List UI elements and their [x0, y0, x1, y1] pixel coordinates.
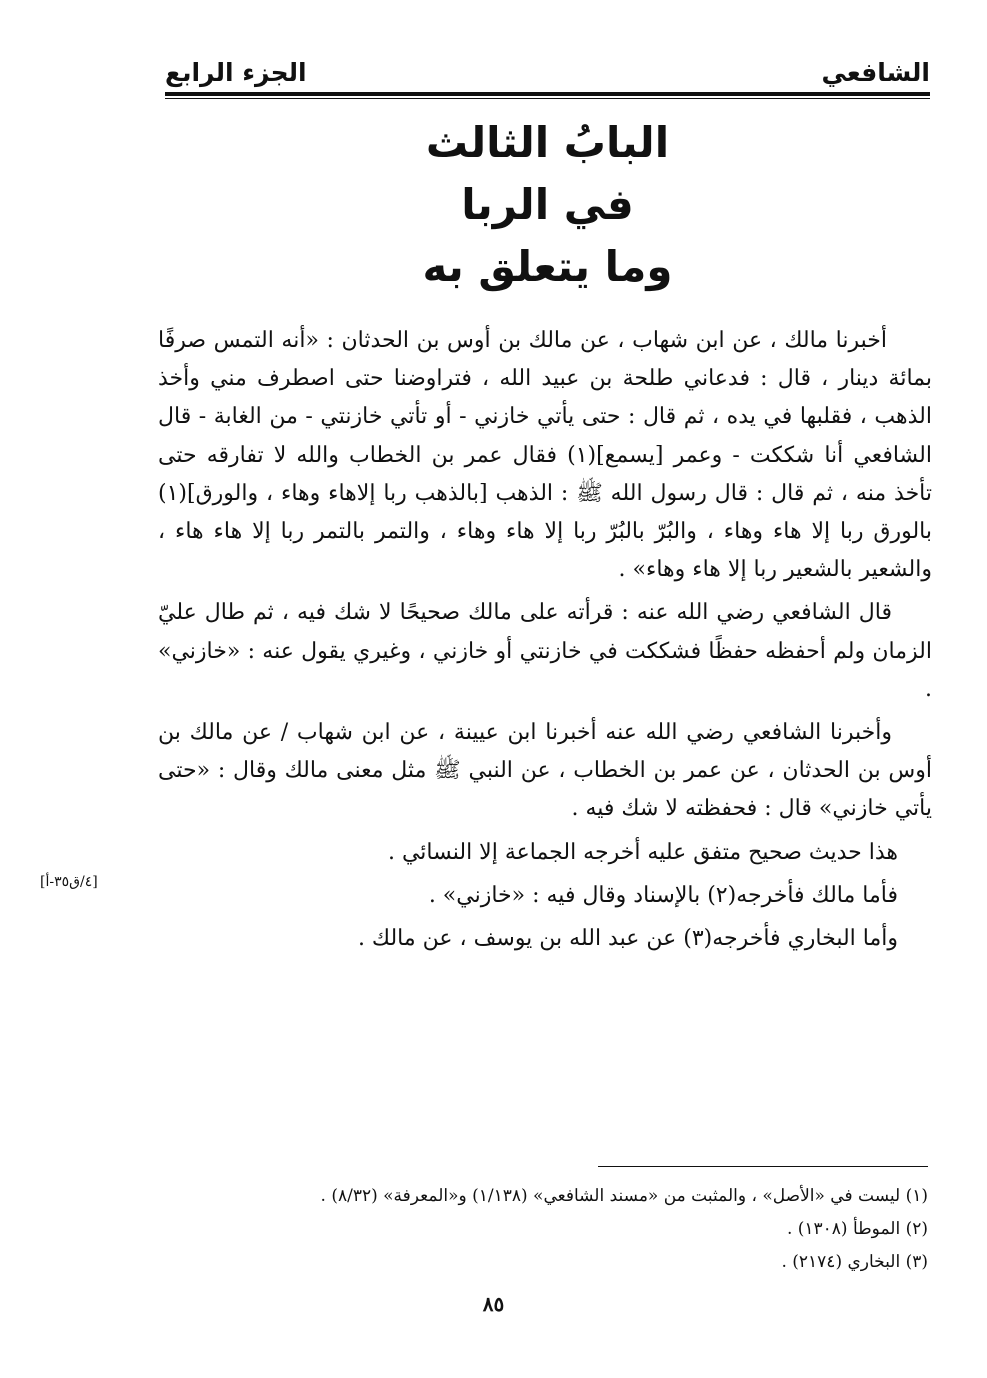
footnote: (٣) البخاري (٢١٧٤) . — [781, 1252, 928, 1272]
paragraph: وأخبرنا الشافعي رضي الله عنه أخبرنا ابن عيينة ، عن ابن شهاب / عن مالك بن أوس بن الحدثان ، عن عمر بن الخطاب ، عن النبي ﷺ مثل معنى مالك وقال : «حتى يأتي خازني» قال : فحفظته لا شك فيه . — [158, 720, 932, 822]
chapter-title: البابُ الثالث — [425, 118, 670, 167]
paragraph: قال الشافعي رضي الله عنه : قرأته على مالك صحيحًا لا شك فيه ، ثم طال عليّ الزمان ولم أحفظه حفظًا فشككت في خازنتي أو خازني ، وغيري يقول عنه : «خازني» . — [158, 600, 932, 702]
footnotes — [165, 1180, 928, 1279]
chapter-subtitle-2: وما يتعلق به — [422, 242, 673, 291]
paragraph: هذا حديث صحيح متفق عليه أخرجه الجماعة إلا النسائي . — [387, 839, 898, 865]
chapter-subtitle: في الربا — [461, 180, 634, 229]
header-rule-thin — [165, 98, 930, 99]
footnote-separator — [598, 1166, 928, 1167]
footnote: (١) ليست في «الأصل» ، والمثبت من «مسند الشافعي» (١/١٣٨) و«المعرفة» (٨/٣٢) . — [320, 1186, 928, 1206]
paragraph: أخبرنا مالك ، عن ابن شهاب ، عن مالك بن أوس بن الحدثان : «أنه التمس صرفًا بمائة دينار ، قال : فدعاني طلحة بن عبيد الله ، فتراوضنا حتى اصطرف مني وأخذ الذهب ، فقلبها في يده ، ثم قال : حتى يأتي خازني - أو تأتي خازنتي - من الغابة - قال الشافعي أنا شككت - وعمر [يسمع](١) فقال عمر بن الخطاب والله لا تفارقه حتى تأخذ منه ، ثم قال : قال رسول الله ﷺ : الذهب [بالذهب ربا إلاهاء وهاء ، والورق](١) بالورق ربا إلا هاء وهاء ، والبُرّ بالبُرّ ربا إلا هاء وهاء ، والتمر بالتمر ربا إلا هاء هاء ، والشعير بالشعير ربا إلا هاء وهاء» . — [158, 328, 932, 583]
chapter-heading — [165, 112, 930, 298]
volume-label: الجزء الرابع — [165, 58, 307, 87]
paragraph: فأما مالك فأخرجه(٢) بالإسناد وقال فيه : «خازني» . — [428, 882, 898, 908]
paragraph: وأما البخاري فأخرجه(٣) عن عبد الله بن يوسف ، عن مالك . — [357, 926, 898, 952]
book-title: الشافعي — [821, 58, 930, 87]
running-header — [165, 58, 930, 92]
header-rule-thick — [165, 92, 930, 96]
main-text — [158, 322, 932, 958]
page-number: ٨٥ — [482, 1292, 505, 1316]
manuscript-folio-note: [٤/ق٣٥-أ] — [40, 874, 98, 890]
footnote: (٢) الموطأ (١٣٠٨) . — [786, 1219, 928, 1239]
